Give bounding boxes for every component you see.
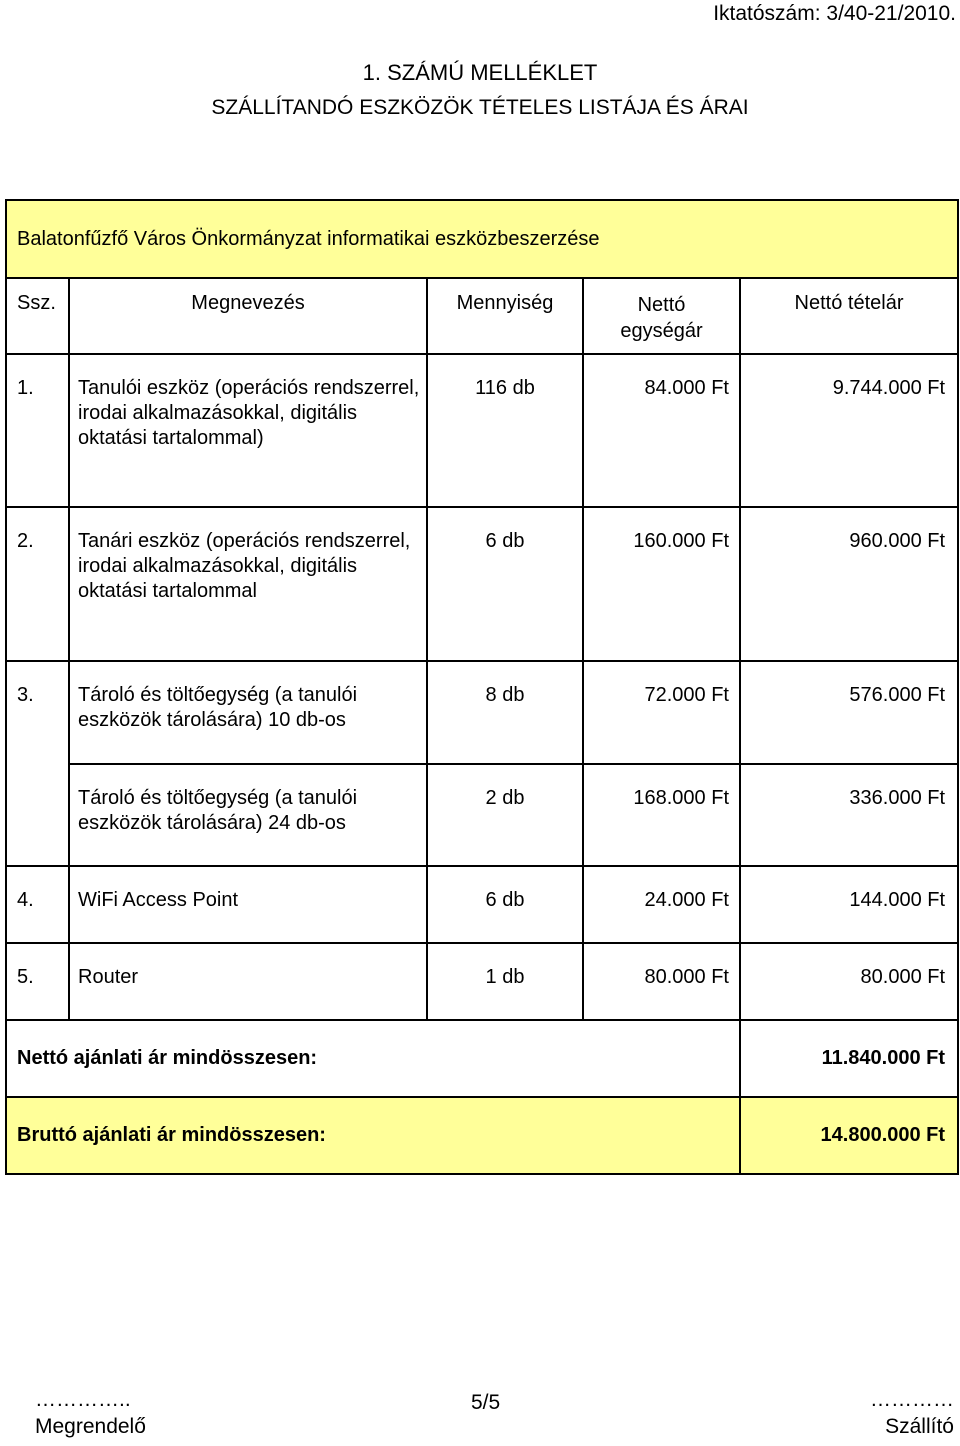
gross-total-label: Bruttó ajánlati ár mindösszesen:	[6, 1097, 740, 1174]
supplier-signature-line: …………	[870, 1388, 954, 1411]
net-total-value: 11.840.000 Ft	[740, 1020, 958, 1097]
customer-signature-line: …………..	[35, 1388, 131, 1411]
header-unit-price-line1: Nettó	[637, 294, 686, 316]
table-row	[6, 507, 958, 661]
header-unit-price	[583, 278, 740, 354]
header-total: Nettó tételár	[740, 278, 958, 354]
header-unit-price-line2: egységár	[620, 320, 703, 342]
header-qty: Mennyiség	[427, 278, 583, 354]
row-name: Tanulói eszköz (operációs rendszerrel, irodai alkalmazásokkal, digitális oktatási tartalommal)	[69, 354, 427, 507]
row-unit-price: 72.000 Ft	[583, 661, 740, 764]
row-unit-price: 80.000 Ft	[583, 943, 740, 1020]
row-qty: 116 db	[427, 354, 583, 507]
customer-label: Megrendelő	[35, 1415, 146, 1438]
annex-subtitle: SZÁLLÍTANDÓ ESZKÖZÖK TÉTELES LISTÁJA ÉS ÁRAI	[211, 96, 749, 119]
table-row	[6, 764, 958, 866]
supplier-label: Szállító	[885, 1415, 954, 1438]
net-total-label: Nettó ajánlati ár mindösszesen:	[6, 1020, 740, 1097]
row-qty: 8 db	[427, 661, 583, 764]
row-qty: 6 db	[427, 507, 583, 661]
header-name: Megnevezés	[69, 278, 427, 354]
page-number: 5/5	[471, 1391, 501, 1414]
caption-row	[6, 200, 958, 278]
row-number: 2.	[6, 507, 69, 661]
supplier-signature	[870, 1386, 954, 1440]
customer-signature	[35, 1386, 146, 1440]
table-row	[6, 661, 958, 764]
table-row	[6, 866, 958, 943]
gross-total-value: 14.800.000 Ft	[740, 1097, 958, 1174]
row-total: 144.000 Ft	[740, 866, 958, 943]
row-qty: 1 db	[427, 943, 583, 1020]
row-name: Tanári eszköz (operációs rendszerrel, irodai alkalmazásokkal, digitális oktatási tartalommal	[69, 507, 427, 661]
table-row	[6, 354, 958, 507]
gross-total-row	[6, 1097, 958, 1174]
header-row	[6, 278, 958, 354]
row-name: Router	[69, 943, 427, 1020]
price-table	[5, 199, 959, 1175]
row-total: 80.000 Ft	[740, 943, 958, 1020]
row-name: Tároló és töltőegység (a tanulói eszközök tárolására) 24 db-os	[69, 764, 427, 866]
row-total: 960.000 Ft	[740, 507, 958, 661]
row-qty: 2 db	[427, 764, 583, 866]
header-no: Ssz.	[6, 278, 69, 354]
row-unit-price: 84.000 Ft	[583, 354, 740, 507]
reference-number: Iktatószám: 3/40-21/2010.	[713, 2, 956, 25]
net-total-row	[6, 1020, 958, 1097]
row-number: 4.	[6, 866, 69, 943]
row-qty: 6 db	[427, 866, 583, 943]
row-name: Tároló és töltőegység (a tanulói eszközök tárolására) 10 db-os	[69, 661, 427, 764]
table-row	[6, 943, 958, 1020]
row-unit-price: 168.000 Ft	[583, 764, 740, 866]
row-unit-price: 24.000 Ft	[583, 866, 740, 943]
row-number: 1.	[6, 354, 69, 507]
row-total: 9.744.000 Ft	[740, 354, 958, 507]
row-total: 576.000 Ft	[740, 661, 958, 764]
row-unit-price: 160.000 Ft	[583, 507, 740, 661]
row-number: 5.	[6, 943, 69, 1020]
row-number: 3.	[6, 661, 69, 866]
annex-title: 1. SZÁMÚ MELLÉKLET	[362, 60, 598, 85]
row-name: WiFi Access Point	[69, 866, 427, 943]
table-caption: Balatonfűzfő Város Önkormányzat informatikai eszközbeszerzése	[6, 200, 958, 278]
row-total: 336.000 Ft	[740, 764, 958, 866]
